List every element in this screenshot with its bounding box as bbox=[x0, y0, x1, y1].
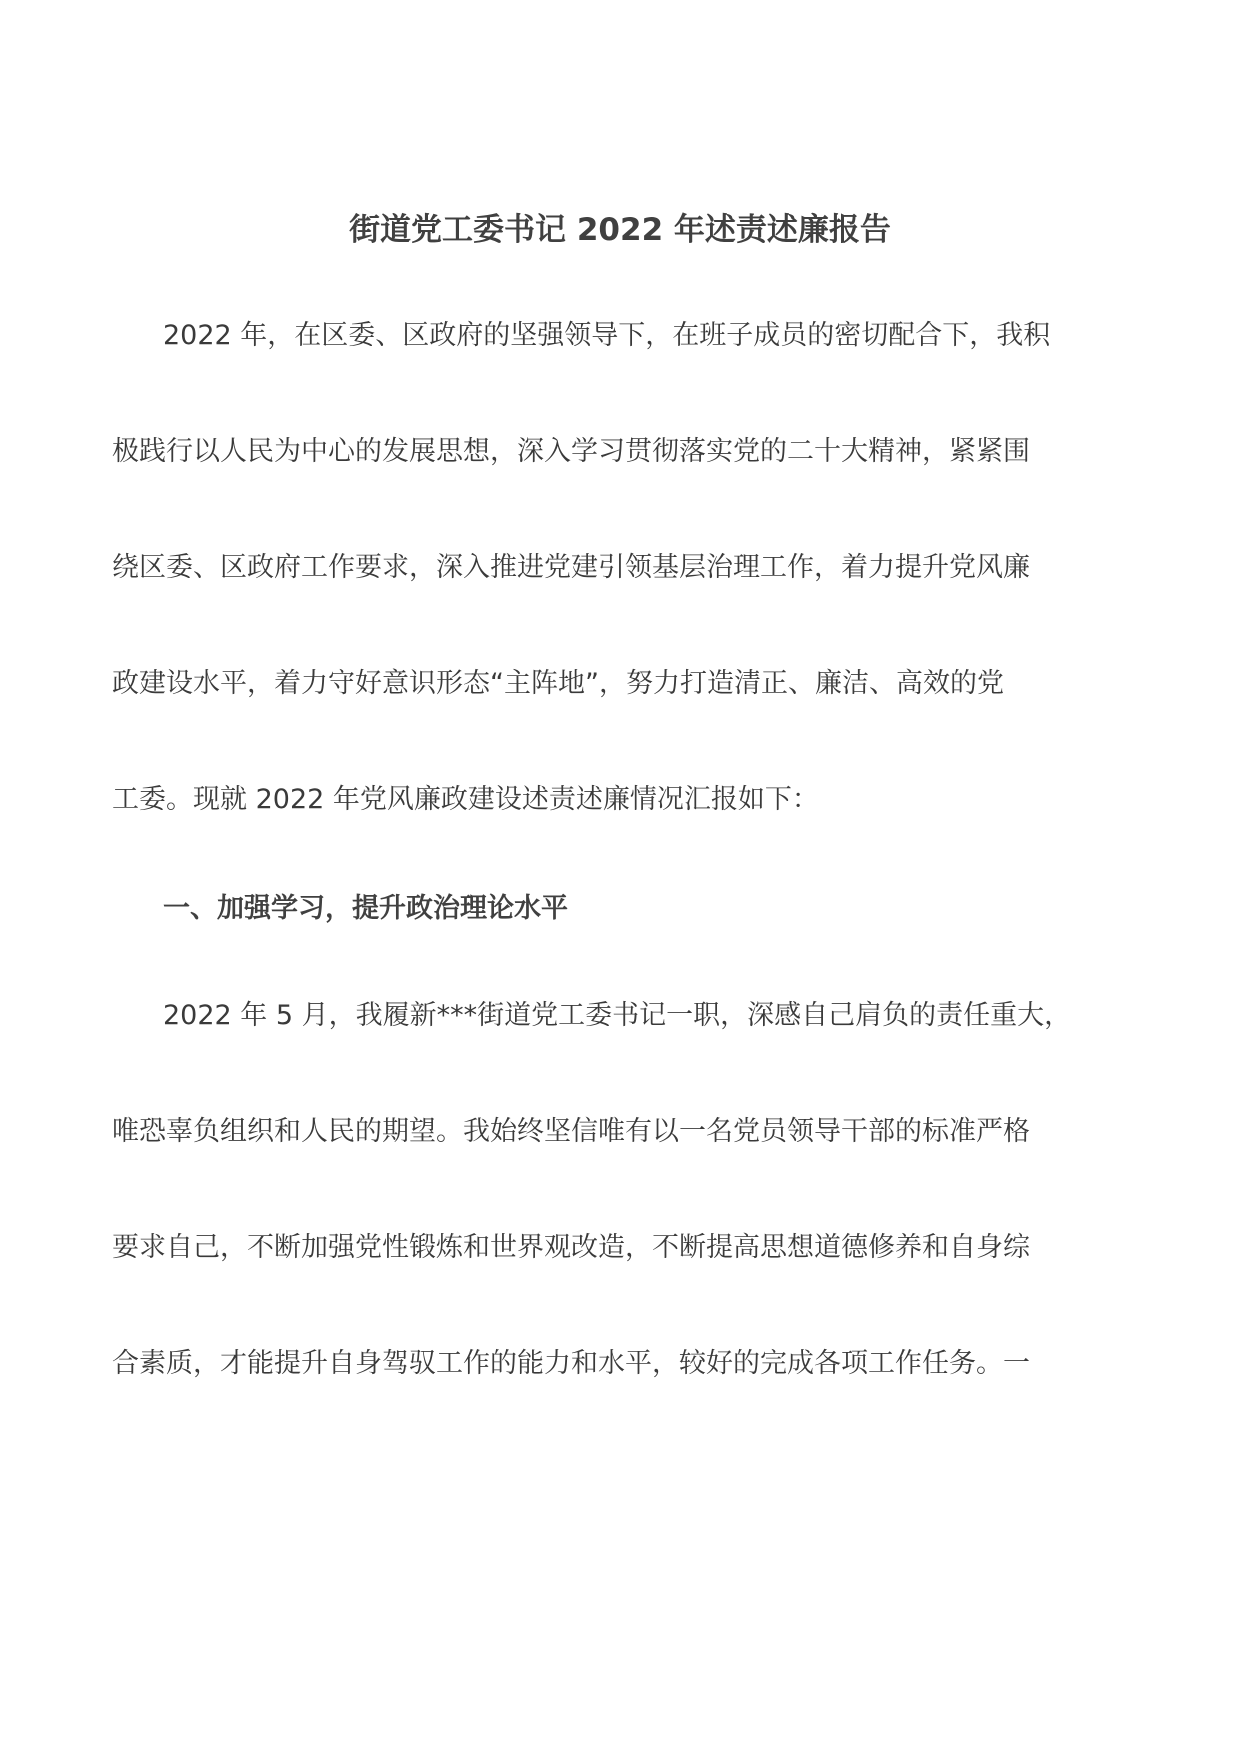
document-title: 街道党工委书记 2022 年述责述廉报告 bbox=[349, 212, 891, 248]
intro-line-1: 2022 年，在区委、区政府的坚强领导下，在班子成员的密切配合下，我积 bbox=[163, 320, 1051, 351]
section-1-line-4: 合素质，才能提升自身驾驭工作的能力和水平，较好的完成各项工作任务。一 bbox=[112, 1348, 1030, 1379]
section-1-heading: 一、加强学习，提升政治理论水平 bbox=[163, 893, 568, 924]
intro-line-5: 工委。现就 2022 年党风廉政建设述责述廉情况汇报如下： bbox=[112, 784, 819, 815]
intro-line-4: 政建设水平，着力守好意识形态“主阵地”，努力打造清正、廉洁、高效的党 bbox=[112, 668, 1004, 699]
section-1-line-2: 唯恐辜负组织和人民的期望。我始终坚信唯有以一名党员领导干部的标准严格 bbox=[112, 1116, 1030, 1147]
intro-line-2: 极践行以人民为中心的发展思想，深入学习贯彻落实党的二十大精神，紧紧围 bbox=[112, 436, 1030, 467]
section-1-line-3: 要求自己，不断加强党性锻炼和世界观改造，不断提高思想道德修养和自身综 bbox=[112, 1232, 1030, 1263]
intro-line-3: 绕区委、区政府工作要求，深入推进党建引领基层治理工作，着力提升党风廉 bbox=[112, 552, 1030, 583]
section-1-line-1: 2022 年 5 月，我履新***街道党工委书记一职，深感自己肩负的责任重大， bbox=[163, 1000, 1072, 1031]
